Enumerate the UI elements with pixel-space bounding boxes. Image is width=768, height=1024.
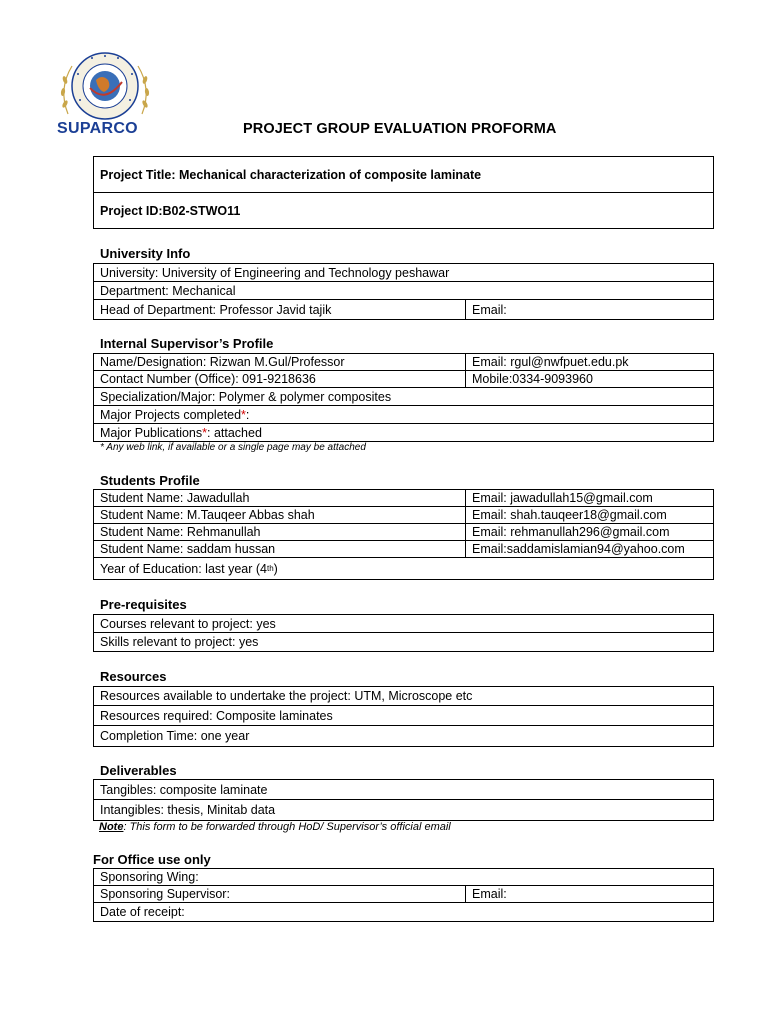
student-row bbox=[94, 507, 713, 524]
student-row bbox=[94, 541, 713, 558]
major-publications bbox=[94, 424, 713, 441]
project-id-row bbox=[94, 193, 713, 228]
tangibles-row bbox=[94, 780, 713, 800]
projects-row bbox=[94, 406, 713, 424]
students-heading: Students Profile bbox=[100, 473, 200, 488]
hod-row bbox=[94, 300, 713, 319]
courses-row bbox=[94, 615, 713, 633]
sponsoring-wing: Sponsoring Wing: bbox=[100, 870, 199, 884]
supervisor-contact-row bbox=[94, 371, 713, 388]
project-title-row bbox=[94, 157, 713, 193]
student-email: Email: rehmanullah296@gmail.com bbox=[472, 525, 670, 539]
student-email: Email:saddamislamian94@yahoo.com bbox=[472, 542, 685, 556]
student-name: Student Name: M.Tauqeer Abbas shah bbox=[94, 507, 466, 523]
supervisor-mobile: Mobile:0334-9093960 bbox=[472, 372, 593, 386]
forwarding-note bbox=[99, 821, 451, 833]
students-table bbox=[93, 489, 714, 580]
sponsoring-supervisor: Sponsoring Supervisor: bbox=[94, 886, 466, 902]
hod-email: Email: bbox=[472, 302, 507, 317]
publications-row bbox=[94, 424, 713, 441]
student-name: Student Name: Rehmanullah bbox=[94, 524, 466, 540]
prerequisites-table bbox=[93, 614, 714, 652]
intangibles-row bbox=[94, 800, 713, 820]
resources-available-row bbox=[94, 687, 713, 706]
year-of-education: Year of Education: last year (4 th ) bbox=[100, 561, 278, 576]
office-email: Email: bbox=[472, 887, 507, 901]
completion-row bbox=[94, 726, 713, 746]
year-row bbox=[94, 558, 713, 579]
required-asterisk: * bbox=[202, 425, 208, 440]
student-name: Student Name: saddam hussan bbox=[94, 541, 466, 557]
logo-wordmark: SUPARCO bbox=[57, 120, 138, 137]
resources-table bbox=[93, 686, 714, 747]
university-row bbox=[94, 264, 713, 282]
project-id: Project ID:B02-STWO11 bbox=[100, 203, 241, 218]
project-box bbox=[93, 156, 714, 229]
prerequisites-heading: Pre-requisites bbox=[100, 597, 187, 612]
date-of-receipt: Date of receipt: bbox=[100, 905, 185, 919]
note-label: Note bbox=[99, 821, 124, 833]
publications-value: : attached bbox=[207, 425, 262, 440]
department-row bbox=[94, 282, 713, 300]
publications-label: Major Publications bbox=[100, 425, 203, 440]
supervisor-email: Email: rgul@nwfpuet.edu.pk bbox=[472, 355, 629, 369]
student-email: Email: shah.tauqeer18@gmail.com bbox=[472, 508, 667, 522]
office-heading: For Office use only bbox=[93, 852, 211, 867]
receipt-row bbox=[94, 903, 713, 921]
department: Department: Mechanical bbox=[100, 283, 236, 298]
projects-value: : bbox=[245, 407, 250, 422]
completion-time: Completion Time: one year bbox=[100, 729, 250, 743]
supervisor-contact: Contact Number (Office): 091-9218636 bbox=[94, 371, 466, 387]
note-text: : This form to be forwarded through HoD/ Supervisor’s official email bbox=[123, 821, 451, 833]
projects-label: Major Projects completed bbox=[100, 407, 242, 422]
supervisor-table bbox=[93, 353, 714, 442]
attachment-footnote: * Any web link, if available or a single page may be attached bbox=[100, 442, 366, 453]
skills-relevant: Skills relevant to project: yes bbox=[100, 635, 259, 649]
student-row bbox=[94, 490, 713, 507]
supervisor-name-row bbox=[94, 354, 713, 371]
university-name: University: University of Engineering and Technology peshawar bbox=[100, 265, 450, 280]
deliverables-table bbox=[93, 779, 714, 821]
document-title: PROJECT GROUP EVALUATION PROFORMA bbox=[243, 121, 557, 137]
student-row bbox=[94, 524, 713, 541]
sponsoring-wing-row bbox=[94, 869, 713, 886]
courses-relevant: Courses relevant to project: yes bbox=[100, 616, 276, 631]
resources-required: Resources required: Composite laminates bbox=[100, 708, 333, 723]
deliverables-heading: Deliverables bbox=[100, 763, 177, 778]
project-title: Project Title: Mechanical characterization of composite laminate bbox=[100, 167, 482, 182]
student-name: Student Name: Jawadullah bbox=[94, 490, 466, 506]
head-of-department: Head of Department: Professor Javid tajik bbox=[94, 300, 466, 319]
skills-row bbox=[94, 633, 713, 651]
supervisor-heading: Internal Supervisor’s Profile bbox=[100, 336, 274, 351]
university-table bbox=[93, 263, 714, 320]
specialization: Specialization/Major: Polymer & polymer composites bbox=[100, 389, 392, 404]
student-email: Email: jawadullah15@gmail.com bbox=[472, 491, 653, 505]
intangibles: Intangibles: thesis, Minitab data bbox=[100, 803, 276, 817]
major-projects bbox=[94, 406, 713, 423]
year-suffix: ) bbox=[273, 561, 278, 576]
year-prefix: Year of Education: last year (4 bbox=[100, 561, 267, 576]
resources-heading: Resources bbox=[100, 669, 167, 684]
university-heading: University Info bbox=[100, 246, 191, 261]
sponsoring-supervisor-row bbox=[94, 886, 713, 903]
office-table bbox=[93, 868, 714, 922]
tangibles: Tangibles: composite laminate bbox=[100, 782, 268, 797]
specialization-row bbox=[94, 388, 713, 406]
resources-available: Resources available to undertake the project: UTM, Microscope etc bbox=[100, 689, 473, 703]
resources-required-row bbox=[94, 706, 713, 726]
required-asterisk: * bbox=[241, 407, 246, 422]
supervisor-name: Name/Designation: Rizwan M.Gul/Professor bbox=[94, 354, 466, 370]
